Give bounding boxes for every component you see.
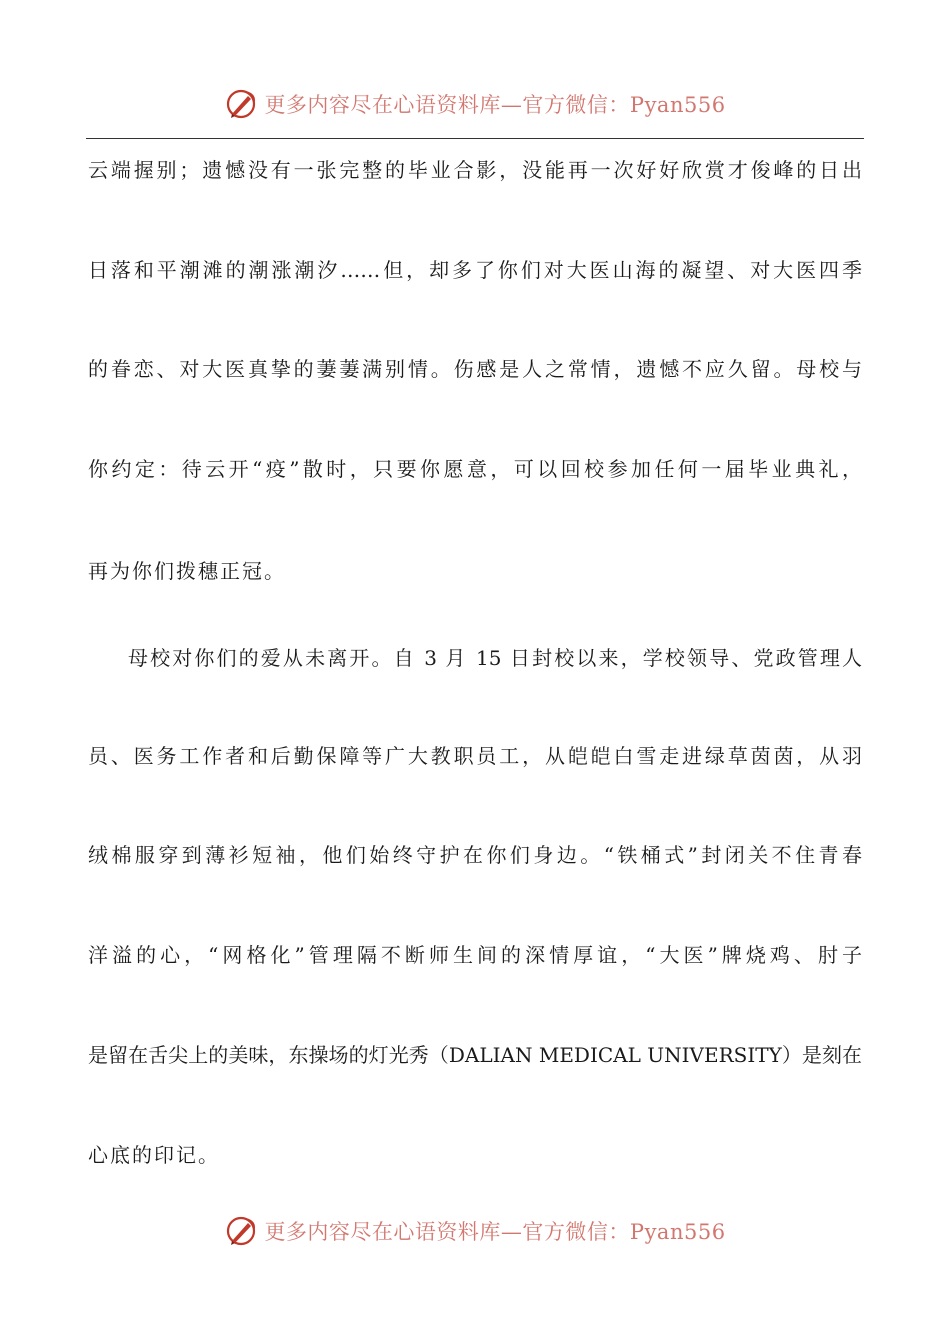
banner-text: 更多内容尽在心语资料库—官方微信：Pyan556 xyxy=(264,93,726,117)
quill-pen-logo-icon xyxy=(224,1214,258,1248)
header-divider xyxy=(86,138,864,139)
text-line: 母校对你们的爱从未离开。自 3 月 15 日封校以来，学校领导、党政管理人 xyxy=(128,646,862,670)
text-line: 的眷恋、对大医真挚的萋萋满别情。伤感是人之常情，遗憾不应久留。母校与 xyxy=(88,357,862,381)
text-line: 云端握别；遗憾没有一张完整的毕业合影，没能再一次好好欣赏才俊峰的日出 xyxy=(88,158,862,182)
text-line: 洋溢的心，“网格化”管理隔不断师生间的深情厚谊，“大医”牌烧鸡、肘子 xyxy=(88,943,862,967)
text-line: 心底的印记。 xyxy=(88,1143,220,1167)
text-line: 是留在舌尖上的美味，东操场的灯光秀（DALIAN MEDICAL UNIVERSITY）是刻在 xyxy=(88,1043,862,1067)
text-line: 员、医务工作者和后勤保障等广大教职员工，从皑皑白雪走进绿草茵茵，从羽 xyxy=(88,744,862,768)
text-line: 你约定：待云开“疫”散时，只要你愿意，可以回校参加任何一届毕业典礼， xyxy=(88,457,862,481)
text-line: 再为你们拨穗正冠。 xyxy=(88,559,286,583)
quill-pen-logo-icon xyxy=(224,87,258,121)
text-line: 日落和平潮滩的潮涨潮汐……但，却多了你们对大医山海的凝望、对大医四季 xyxy=(88,258,862,282)
footer-banner xyxy=(0,1211,950,1251)
banner-text: 更多内容尽在心语资料库—官方微信：Pyan556 xyxy=(264,1220,726,1244)
text-line: 绒棉服穿到薄衫短袖，他们始终守护在你们身边。“铁桶式”封闭关不住青春 xyxy=(88,843,862,867)
header-banner xyxy=(0,84,950,124)
